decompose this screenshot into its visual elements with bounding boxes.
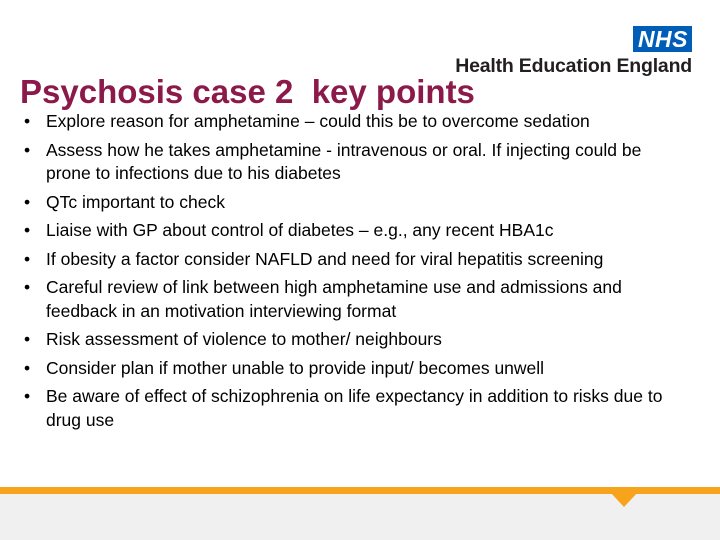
bullet-icon: • — [24, 248, 31, 269]
bullet-icon: • — [24, 277, 31, 297]
list-item — [24, 328, 664, 352]
list-item — [24, 191, 664, 215]
list-item — [24, 248, 664, 272]
bullet-text: If obesity a factor consider NAFLD and need for viral hepatitis screening — [46, 248, 604, 269]
list-item — [24, 276, 664, 323]
bullet-text: Liaise with GP about control of diabetes – e.g., any recent HBA1c — [46, 220, 554, 240]
bullet-icon: • — [24, 386, 31, 406]
slide-title: Psychosis case 2 key points — [20, 73, 475, 110]
list-item — [24, 385, 664, 432]
list-item — [24, 357, 664, 381]
organisation-name: Health Education England — [455, 55, 692, 77]
bullet-icon: • — [24, 357, 31, 378]
key-points-list — [24, 110, 664, 437]
footer-notch-icon — [611, 493, 637, 507]
bullet-icon: • — [24, 111, 31, 131]
bullet-text: Assess how he takes amphetamine - intravenous or oral. If injecting could be prone to infections due to his diabetes — [46, 139, 642, 183]
bullet-icon: • — [24, 191, 31, 212]
nhs-logo-mark: NHS — [633, 26, 692, 52]
bullet-text: Consider plan if mother unable to provide input/ becomes unwell — [46, 357, 545, 378]
list-item — [24, 110, 664, 134]
bullet-text: QTc important to check — [46, 191, 225, 212]
bullet-text: Careful review of link between high amphetamine use and admissions and feedback in an motivation interviewing format — [46, 277, 622, 321]
bullet-text: Risk assessment of violence to mother/ neighbours — [46, 329, 442, 349]
bullet-icon: • — [24, 220, 31, 240]
bullet-icon: • — [24, 139, 31, 160]
bullet-text: Be aware of effect of schizophrenia on life expectancy in addition to risks due to drug use — [46, 386, 663, 430]
bullet-icon: • — [24, 329, 31, 349]
list-item — [24, 219, 664, 243]
nhs-hee-logo — [455, 26, 692, 77]
list-item — [24, 139, 664, 186]
bullet-text: Explore reason for amphetamine – could this be to overcome sedation — [46, 111, 590, 131]
